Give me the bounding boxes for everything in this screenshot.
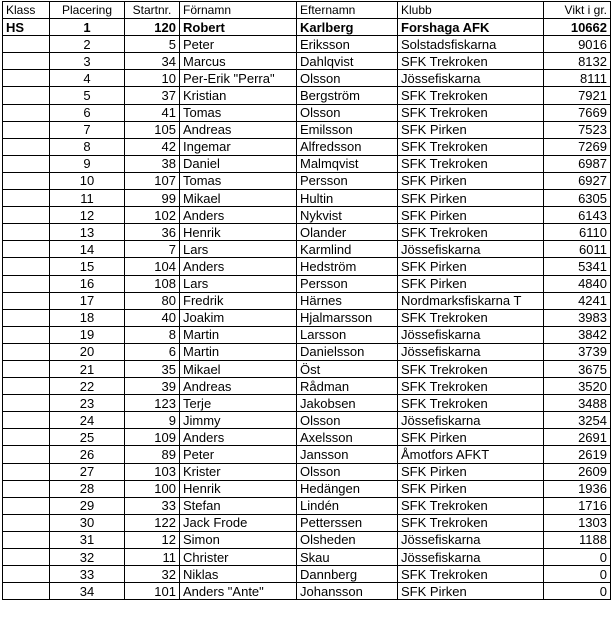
cell-vikt: 0 bbox=[544, 549, 611, 566]
cell-startnr: 109 bbox=[125, 429, 180, 446]
cell-klubb: SFK Pirken bbox=[398, 121, 544, 138]
cell-startnr: 34 bbox=[125, 53, 180, 70]
cell-placering: 33 bbox=[50, 566, 125, 583]
cell-vikt: 2609 bbox=[544, 463, 611, 480]
cell-startnr: 5 bbox=[125, 36, 180, 53]
cell-vikt: 6143 bbox=[544, 207, 611, 224]
cell-klass bbox=[3, 583, 50, 600]
table-row bbox=[3, 207, 611, 224]
cell-startnr: 104 bbox=[125, 258, 180, 275]
cell-fornamn: Martin bbox=[180, 343, 297, 360]
cell-placering: 27 bbox=[50, 463, 125, 480]
cell-vikt: 6927 bbox=[544, 172, 611, 189]
cell-klubb: Nordmarksfiskarna T bbox=[398, 292, 544, 309]
cell-efternamn: Alfredsson bbox=[297, 138, 398, 155]
cell-vikt: 1936 bbox=[544, 480, 611, 497]
cell-klubb: Jössefiskarna bbox=[398, 326, 544, 343]
cell-efternamn: Olsson bbox=[297, 412, 398, 429]
cell-efternamn: Johansson bbox=[297, 583, 398, 600]
cell-klubb: SFK Trekroken bbox=[398, 514, 544, 531]
cell-startnr: 105 bbox=[125, 121, 180, 138]
cell-placering: 23 bbox=[50, 395, 125, 412]
cell-placering: 15 bbox=[50, 258, 125, 275]
cell-startnr: 35 bbox=[125, 360, 180, 377]
cell-klubb: SFK Trekroken bbox=[398, 104, 544, 121]
cell-fornamn: Marcus bbox=[180, 53, 297, 70]
cell-efternamn: Olsson bbox=[297, 70, 398, 87]
cell-klass bbox=[3, 326, 50, 343]
cell-fornamn: Jack Frode bbox=[180, 514, 297, 531]
cell-startnr: 89 bbox=[125, 446, 180, 463]
cell-vikt: 3520 bbox=[544, 378, 611, 395]
cell-efternamn: Persson bbox=[297, 172, 398, 189]
cell-fornamn: Jimmy bbox=[180, 412, 297, 429]
table-row bbox=[3, 446, 611, 463]
cell-vikt: 7269 bbox=[544, 138, 611, 155]
table-row bbox=[3, 566, 611, 583]
cell-fornamn: Niklas bbox=[180, 566, 297, 583]
cell-efternamn: Lindén bbox=[297, 497, 398, 514]
cell-fornamn: Anders bbox=[180, 207, 297, 224]
cell-efternamn: Jansson bbox=[297, 446, 398, 463]
table-row bbox=[3, 190, 611, 207]
cell-fornamn: Mikael bbox=[180, 360, 297, 377]
cell-klass bbox=[3, 549, 50, 566]
table-row bbox=[3, 309, 611, 326]
cell-fornamn: Lars bbox=[180, 241, 297, 258]
cell-klubb: SFK Pirken bbox=[398, 583, 544, 600]
cell-klass bbox=[3, 121, 50, 138]
cell-placering: 13 bbox=[50, 224, 125, 241]
cell-fornamn: Ingemar bbox=[180, 138, 297, 155]
cell-placering: 3 bbox=[50, 53, 125, 70]
cell-klass bbox=[3, 275, 50, 292]
cell-startnr: 40 bbox=[125, 309, 180, 326]
cell-startnr: 11 bbox=[125, 549, 180, 566]
cell-klubb: Forshaga AFK bbox=[398, 19, 544, 36]
cell-placering: 21 bbox=[50, 360, 125, 377]
cell-klass bbox=[3, 172, 50, 189]
cell-fornamn: Daniel bbox=[180, 155, 297, 172]
cell-placering: 5 bbox=[50, 87, 125, 104]
table-row bbox=[3, 480, 611, 497]
header-klubb: Klubb bbox=[398, 2, 544, 19]
cell-klubb: SFK Trekroken bbox=[398, 224, 544, 241]
cell-vikt: 7921 bbox=[544, 87, 611, 104]
cell-startnr: 10 bbox=[125, 70, 180, 87]
table-row bbox=[3, 549, 611, 566]
cell-placering: 16 bbox=[50, 275, 125, 292]
cell-vikt: 7523 bbox=[544, 121, 611, 138]
cell-vikt: 3739 bbox=[544, 343, 611, 360]
cell-vikt: 0 bbox=[544, 583, 611, 600]
cell-klass bbox=[3, 412, 50, 429]
cell-vikt: 3983 bbox=[544, 309, 611, 326]
cell-fornamn: Terje bbox=[180, 395, 297, 412]
cell-klass bbox=[3, 70, 50, 87]
cell-klubb: Jössefiskarna bbox=[398, 241, 544, 258]
cell-fornamn: Peter bbox=[180, 446, 297, 463]
cell-fornamn: Anders bbox=[180, 429, 297, 446]
cell-klubb: SFK Pirken bbox=[398, 480, 544, 497]
cell-klubb: SFK Trekroken bbox=[398, 395, 544, 412]
cell-startnr: 101 bbox=[125, 583, 180, 600]
cell-fornamn: Andreas bbox=[180, 121, 297, 138]
cell-vikt: 6011 bbox=[544, 241, 611, 258]
cell-fornamn: Lars bbox=[180, 275, 297, 292]
cell-efternamn: Hedängen bbox=[297, 480, 398, 497]
cell-efternamn: Olander bbox=[297, 224, 398, 241]
cell-placering: 6 bbox=[50, 104, 125, 121]
cell-placering: 10 bbox=[50, 172, 125, 189]
table-row bbox=[3, 70, 611, 87]
table-row bbox=[3, 292, 611, 309]
table-row bbox=[3, 155, 611, 172]
cell-klass bbox=[3, 36, 50, 53]
cell-efternamn: Hultin bbox=[297, 190, 398, 207]
cell-startnr: 42 bbox=[125, 138, 180, 155]
cell-placering: 30 bbox=[50, 514, 125, 531]
cell-klubb: SFK Pirken bbox=[398, 190, 544, 207]
cell-placering: 20 bbox=[50, 343, 125, 360]
cell-efternamn: Rådman bbox=[297, 378, 398, 395]
cell-fornamn: Martin bbox=[180, 326, 297, 343]
cell-efternamn: Dahlqvist bbox=[297, 53, 398, 70]
cell-klubb: SFK Pirken bbox=[398, 463, 544, 480]
table-row bbox=[3, 275, 611, 292]
header-startnr: Startnr. bbox=[125, 2, 180, 19]
cell-startnr: 41 bbox=[125, 104, 180, 121]
table-row bbox=[3, 583, 611, 600]
cell-fornamn: Henrik bbox=[180, 480, 297, 497]
table-row bbox=[3, 104, 611, 121]
cell-efternamn: Emilsson bbox=[297, 121, 398, 138]
cell-startnr: 102 bbox=[125, 207, 180, 224]
cell-klubb: Solstadsfiskarna bbox=[398, 36, 544, 53]
cell-fornamn: Tomas bbox=[180, 172, 297, 189]
cell-vikt: 4840 bbox=[544, 275, 611, 292]
cell-vikt: 6110 bbox=[544, 224, 611, 241]
header-klass: Klass bbox=[3, 2, 50, 19]
cell-startnr: 108 bbox=[125, 275, 180, 292]
table-row bbox=[3, 412, 611, 429]
cell-efternamn: Larsson bbox=[297, 326, 398, 343]
cell-klass bbox=[3, 395, 50, 412]
cell-fornamn: Kristian bbox=[180, 87, 297, 104]
cell-klass bbox=[3, 309, 50, 326]
cell-fornamn: Christer bbox=[180, 549, 297, 566]
cell-efternamn: Petterssen bbox=[297, 514, 398, 531]
cell-efternamn: Dannberg bbox=[297, 566, 398, 583]
cell-vikt: 4241 bbox=[544, 292, 611, 309]
cell-klubb: SFK Trekroken bbox=[398, 309, 544, 326]
cell-vikt: 1303 bbox=[544, 514, 611, 531]
cell-klass bbox=[3, 378, 50, 395]
cell-startnr: 39 bbox=[125, 378, 180, 395]
cell-startnr: 7 bbox=[125, 241, 180, 258]
cell-klass bbox=[3, 446, 50, 463]
cell-fornamn: Anders bbox=[180, 258, 297, 275]
cell-klass bbox=[3, 343, 50, 360]
table-row bbox=[3, 224, 611, 241]
header-fornamn: Förnamn bbox=[180, 2, 297, 19]
cell-startnr: 36 bbox=[125, 224, 180, 241]
cell-placering: 8 bbox=[50, 138, 125, 155]
cell-startnr: 107 bbox=[125, 172, 180, 189]
cell-efternamn: Eriksson bbox=[297, 36, 398, 53]
cell-vikt: 3488 bbox=[544, 395, 611, 412]
cell-fornamn: Andreas bbox=[180, 378, 297, 395]
cell-klass bbox=[3, 53, 50, 70]
cell-startnr: 38 bbox=[125, 155, 180, 172]
cell-fornamn: Joakim bbox=[180, 309, 297, 326]
cell-startnr: 99 bbox=[125, 190, 180, 207]
cell-klass bbox=[3, 87, 50, 104]
table-row bbox=[3, 463, 611, 480]
cell-efternamn: Öst bbox=[297, 360, 398, 377]
cell-vikt: 6305 bbox=[544, 190, 611, 207]
cell-klass bbox=[3, 429, 50, 446]
cell-klubb: SFK Pirken bbox=[398, 275, 544, 292]
cell-efternamn: Olsson bbox=[297, 104, 398, 121]
cell-klubb: SFK Trekroken bbox=[398, 378, 544, 395]
cell-efternamn: Olsson bbox=[297, 463, 398, 480]
cell-placering: 29 bbox=[50, 497, 125, 514]
cell-startnr: 12 bbox=[125, 531, 180, 548]
cell-placering: 9 bbox=[50, 155, 125, 172]
cell-klubb: SFK Trekroken bbox=[398, 566, 544, 583]
cell-klass bbox=[3, 190, 50, 207]
cell-placering: 28 bbox=[50, 480, 125, 497]
cell-startnr: 8 bbox=[125, 326, 180, 343]
table-row bbox=[3, 241, 611, 258]
cell-fornamn: Henrik bbox=[180, 224, 297, 241]
table-row bbox=[3, 36, 611, 53]
table-row bbox=[3, 19, 611, 36]
cell-startnr: 120 bbox=[125, 19, 180, 36]
cell-efternamn: Jakobsen bbox=[297, 395, 398, 412]
table-row bbox=[3, 514, 611, 531]
cell-fornamn: Fredrik bbox=[180, 292, 297, 309]
cell-klubb: SFK Trekroken bbox=[398, 497, 544, 514]
cell-startnr: 33 bbox=[125, 497, 180, 514]
cell-klubb: SFK Trekroken bbox=[398, 53, 544, 70]
cell-klubb: SFK Pirken bbox=[398, 207, 544, 224]
cell-klubb: SFK Trekroken bbox=[398, 360, 544, 377]
cell-klass bbox=[3, 155, 50, 172]
cell-efternamn: Hedström bbox=[297, 258, 398, 275]
cell-klass bbox=[3, 258, 50, 275]
cell-placering: 22 bbox=[50, 378, 125, 395]
cell-placering: 4 bbox=[50, 70, 125, 87]
cell-vikt: 3254 bbox=[544, 412, 611, 429]
cell-klubb: Jössefiskarna bbox=[398, 531, 544, 548]
table-row bbox=[3, 172, 611, 189]
results-body bbox=[3, 2, 611, 600]
header-placering: Placering bbox=[50, 2, 125, 19]
cell-klass bbox=[3, 480, 50, 497]
cell-klubb: SFK Pirken bbox=[398, 172, 544, 189]
table-row bbox=[3, 395, 611, 412]
cell-fornamn: Per-Erik "Perra" bbox=[180, 70, 297, 87]
cell-vikt: 8132 bbox=[544, 53, 611, 70]
cell-efternamn: Olsheden bbox=[297, 531, 398, 548]
cell-startnr: 80 bbox=[125, 292, 180, 309]
cell-klubb: Jössefiskarna bbox=[398, 70, 544, 87]
cell-placering: 32 bbox=[50, 549, 125, 566]
results-table bbox=[2, 1, 611, 600]
cell-vikt: 2691 bbox=[544, 429, 611, 446]
cell-klass bbox=[3, 463, 50, 480]
cell-efternamn: Nykvist bbox=[297, 207, 398, 224]
table-row bbox=[3, 258, 611, 275]
cell-fornamn: Tomas bbox=[180, 104, 297, 121]
cell-vikt: 7669 bbox=[544, 104, 611, 121]
cell-startnr: 6 bbox=[125, 343, 180, 360]
cell-fornamn: Mikael bbox=[180, 190, 297, 207]
cell-fornamn: Peter bbox=[180, 36, 297, 53]
cell-efternamn: Härnes bbox=[297, 292, 398, 309]
cell-vikt: 1716 bbox=[544, 497, 611, 514]
cell-placering: 14 bbox=[50, 241, 125, 258]
cell-vikt: 2619 bbox=[544, 446, 611, 463]
cell-klass bbox=[3, 224, 50, 241]
cell-klubb: Åmotfors AFKT bbox=[398, 446, 544, 463]
cell-vikt: 0 bbox=[544, 566, 611, 583]
cell-startnr: 37 bbox=[125, 87, 180, 104]
header-row bbox=[3, 2, 611, 19]
cell-klass: HS bbox=[3, 19, 50, 36]
cell-klubb: SFK Pirken bbox=[398, 429, 544, 446]
table-row bbox=[3, 497, 611, 514]
cell-placering: 12 bbox=[50, 207, 125, 224]
cell-placering: 19 bbox=[50, 326, 125, 343]
table-row bbox=[3, 378, 611, 395]
cell-klass bbox=[3, 104, 50, 121]
cell-placering: 18 bbox=[50, 309, 125, 326]
cell-efternamn: Persson bbox=[297, 275, 398, 292]
cell-klubb: Jössefiskarna bbox=[398, 343, 544, 360]
cell-fornamn: Stefan bbox=[180, 497, 297, 514]
table-row bbox=[3, 343, 611, 360]
cell-efternamn: Hjalmarsson bbox=[297, 309, 398, 326]
cell-vikt: 6987 bbox=[544, 155, 611, 172]
cell-klass bbox=[3, 566, 50, 583]
cell-fornamn: Robert bbox=[180, 19, 297, 36]
cell-startnr: 123 bbox=[125, 395, 180, 412]
table-row bbox=[3, 326, 611, 343]
cell-klass bbox=[3, 514, 50, 531]
table-row bbox=[3, 531, 611, 548]
cell-fornamn: Anders "Ante" bbox=[180, 583, 297, 600]
cell-vikt: 3842 bbox=[544, 326, 611, 343]
cell-placering: 31 bbox=[50, 531, 125, 548]
cell-startnr: 100 bbox=[125, 480, 180, 497]
cell-startnr: 9 bbox=[125, 412, 180, 429]
cell-placering: 24 bbox=[50, 412, 125, 429]
cell-placering: 2 bbox=[50, 36, 125, 53]
cell-vikt: 10662 bbox=[544, 19, 611, 36]
cell-fornamn: Krister bbox=[180, 463, 297, 480]
cell-klubb: SFK Trekroken bbox=[398, 138, 544, 155]
cell-vikt: 9016 bbox=[544, 36, 611, 53]
cell-efternamn: Karmlind bbox=[297, 241, 398, 258]
cell-startnr: 122 bbox=[125, 514, 180, 531]
cell-vikt: 8111 bbox=[544, 70, 611, 87]
cell-startnr: 103 bbox=[125, 463, 180, 480]
cell-efternamn: Karlberg bbox=[297, 19, 398, 36]
header-vikt: Vikt i gr. bbox=[544, 2, 611, 19]
cell-placering: 25 bbox=[50, 429, 125, 446]
table-row bbox=[3, 429, 611, 446]
cell-startnr: 32 bbox=[125, 566, 180, 583]
cell-klass bbox=[3, 138, 50, 155]
cell-vikt: 1188 bbox=[544, 531, 611, 548]
cell-placering: 26 bbox=[50, 446, 125, 463]
cell-klass bbox=[3, 292, 50, 309]
cell-placering: 11 bbox=[50, 190, 125, 207]
cell-placering: 34 bbox=[50, 583, 125, 600]
cell-klass bbox=[3, 207, 50, 224]
cell-klass bbox=[3, 497, 50, 514]
table-row bbox=[3, 360, 611, 377]
header-efternamn: Efternamn bbox=[297, 2, 398, 19]
cell-efternamn: Bergström bbox=[297, 87, 398, 104]
cell-vikt: 3675 bbox=[544, 360, 611, 377]
cell-placering: 1 bbox=[50, 19, 125, 36]
cell-klubb: SFK Trekroken bbox=[398, 87, 544, 104]
cell-efternamn: Axelsson bbox=[297, 429, 398, 446]
cell-placering: 7 bbox=[50, 121, 125, 138]
cell-klass bbox=[3, 531, 50, 548]
cell-klubb: Jössefiskarna bbox=[398, 412, 544, 429]
cell-klubb: SFK Pirken bbox=[398, 258, 544, 275]
table-row bbox=[3, 87, 611, 104]
table-row bbox=[3, 138, 611, 155]
table-row bbox=[3, 121, 611, 138]
cell-efternamn: Skau bbox=[297, 549, 398, 566]
cell-vikt: 5341 bbox=[544, 258, 611, 275]
cell-placering: 17 bbox=[50, 292, 125, 309]
table-row bbox=[3, 53, 611, 70]
cell-klubb: SFK Trekroken bbox=[398, 155, 544, 172]
cell-klubb: Jössefiskarna bbox=[398, 549, 544, 566]
cell-klass bbox=[3, 241, 50, 258]
cell-klass bbox=[3, 360, 50, 377]
cell-efternamn: Danielsson bbox=[297, 343, 398, 360]
cell-efternamn: Malmqvist bbox=[297, 155, 398, 172]
cell-fornamn: Simon bbox=[180, 531, 297, 548]
